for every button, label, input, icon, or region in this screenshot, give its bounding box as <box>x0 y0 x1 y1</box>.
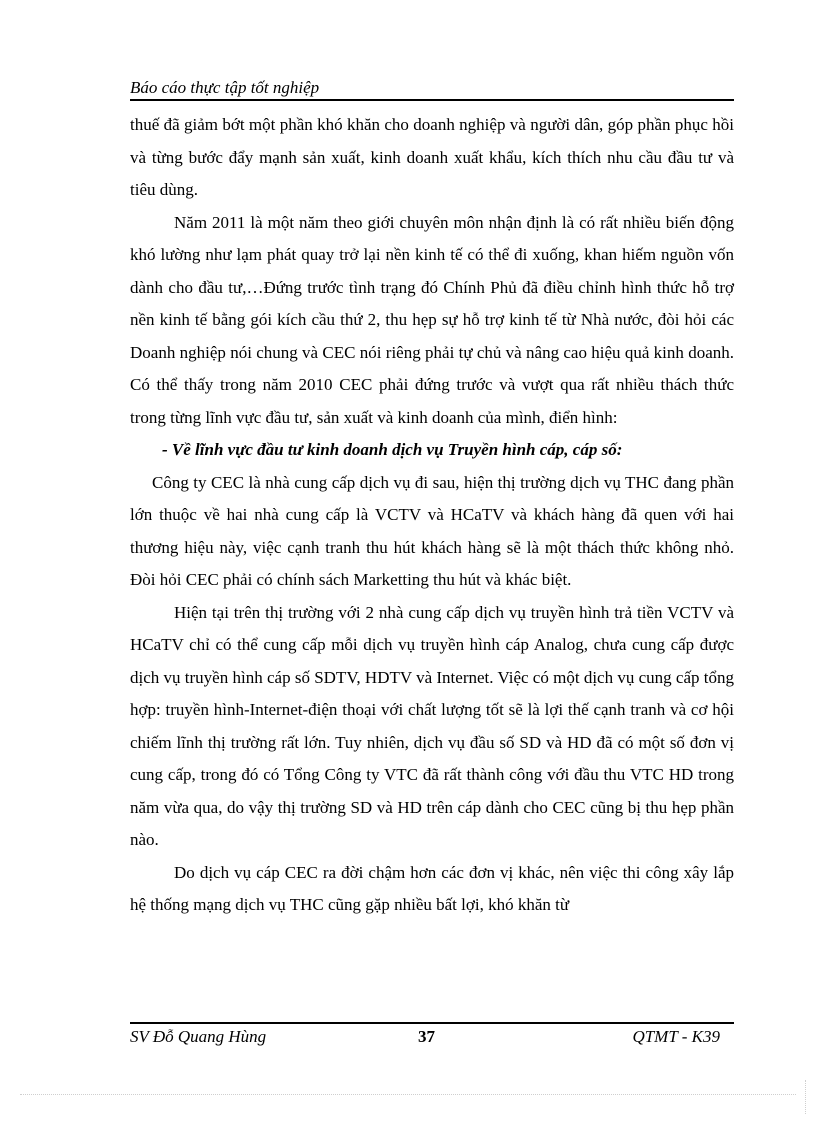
paragraph-market-status: Hiện tại trên thị trường với 2 nhà cung cấp dịch vụ truyền hình trả tiền VCTV và HCaTV chỉ có thể cung cấp mỗi dịch vụ truyền hình cáp Analog, chưa cung cấp được dịch vụ truyền hình cáp số SDTV, HDTV và Internet. Việc có một dịch vụ cung cấp tổng hợp: truyền hình-Internet-điện thoại với chất lượng tốt sẽ là lợi thế cạnh tranh và cơ hội chiếm lĩnh thị trường rất lớn. Tuy nhiên, dịch vụ đầu số SD và HD đã có một số đơn vị cung cấp, trong đó có Tổng Công ty VTC đã rất thành công với đầu thu VTC HD trong năm vừa qua, do vậy thị trường SD và HD trên cáp dành cho CEC cũng bị thu hẹp phần nào. <box>130 602 734 849</box>
page-header: Báo cáo thực tập tốt nghiệp <box>130 78 320 97</box>
paragraph-2011-overview: Năm 2011 là một năm theo giới chuyên môn nhận định là có rất nhiều biến động khó lường như lạm phát quay trở lại nền kinh tế có thể đi xuống, khan hiếm nguồn vốn dành cho đầu tư,…Đứng trước tình trạng đó Chính Phủ đã điều chỉnh hình thức hỗ trợ nền kinh tế bằng gói kích cầu thứ 2, thu hẹp sự hỗ trợ kinh tế từ Nhà nước, đòi hỏi các Doanh nghiệp nói chung và CEC nói riêng phải tự chủ và nâng cao hiệu quả kinh doanh. Có thể thấy trong năm 2010 CEC phải đứng trước và vượt qua rất nhiều thách thức trong từng lĩnh vực đầu tư, sản xuất và kinh doanh của mình, điển hình: <box>130 212 734 427</box>
section-heading-cable-tv: - Về lĩnh vực đầu tư kinh doanh dịch vụ Truyền hình cáp, cáp số: <box>162 440 623 459</box>
header-divider <box>130 99 734 101</box>
paragraph-late-launch: Do dịch vụ cáp CEC ra đời chậm hơn các đơn vị khác, nên việc thi công xây lắp hệ thống mạng dịch vụ THC cũng gặp nhiều bất lợi, khó khăn từ <box>130 862 734 914</box>
page-number: 37 <box>418 1027 435 1046</box>
document-body <box>130 109 734 922</box>
page-footer <box>130 1024 734 1050</box>
page-edge-dotted-line <box>20 1094 796 1095</box>
footer-class-code: QTMT - K39 <box>632 1027 720 1046</box>
footer-author: SV Đỗ Quang Hùng <box>130 1027 267 1046</box>
page-corner-mark <box>805 1080 806 1114</box>
paragraph-continuation: thuế đã giảm bớt một phần khó khăn cho doanh nghiệp và người dân, góp phần phục hồi và từng bước đẩy mạnh sản xuất, kinh doanh xuất khẩu, kích thích nhu cầu đầu tư và tiêu dùng. <box>130 115 734 199</box>
paragraph-cec-provider: Công ty CEC là nhà cung cấp dịch vụ đi sau, hiện thị trường dịch vụ THC đang phần lớn thuộc về hai nhà cung cấp là VCTV và HCaTV và khách hàng đã quen với hai thương hiệu này, việc cạnh tranh thu hút khách hàng sẽ là một thách thức không nhỏ. Đòi hỏi CEC phải có chính sách Marketting thu hút và khác biệt. <box>130 472 734 589</box>
